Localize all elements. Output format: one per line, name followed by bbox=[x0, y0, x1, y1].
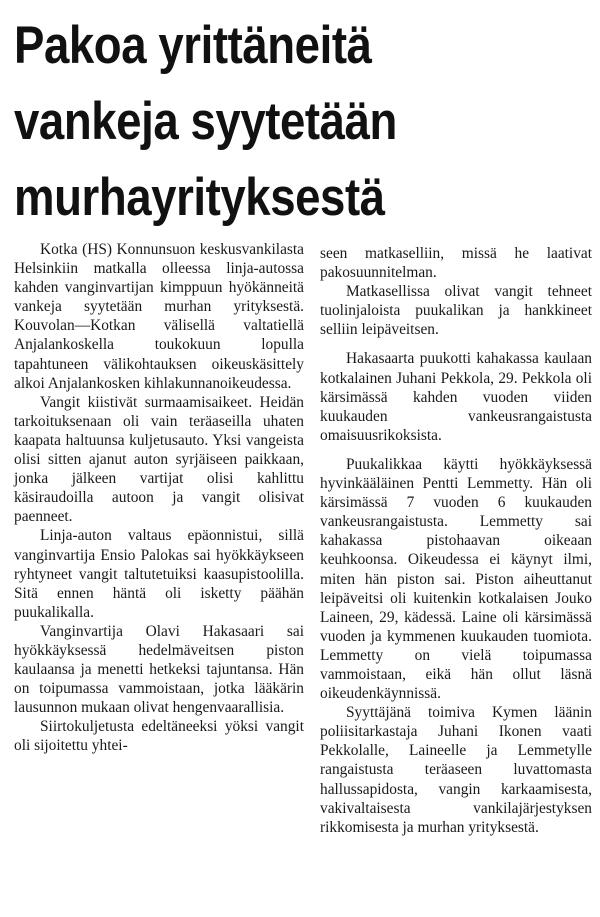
headline bbox=[14, 8, 509, 236]
paragraph-continued: seen matkaselliin, missä he laativat pakosuunnitelman. bbox=[320, 245, 592, 282]
article-column-left bbox=[14, 240, 304, 756]
paragraph: Matkasellissa olivat vangit tehneet tuolinjaloista puukalikan ja hankkineet selliin leipäveitsen. bbox=[320, 283, 592, 339]
headline-line-1: Pakoa yrittäneitä bbox=[14, 16, 372, 75]
paragraph: Syyttäjänä toimiva Kymen läänin poliisitarkastaja Juhani Ikonen vaati Pekkolalle, Laineelle ja Lemmetylle rangaistusta teräaseen luvattomasta hallussapidosta, vangin karkaamisesta, vakivaltaisesta vankilajärjestyksen rikkomisesta ja murhan yrityksestä. bbox=[320, 704, 592, 836]
paragraph: Linja-auton valtaus epäonnistui, sillä vanginvartija Ensio Palokas sai hyökkäykseen ryhtyneet vangit taltutetuiksi kaasupistoolilla. Sitä ennen häntä oli isketty päähän puukalikalla. bbox=[14, 527, 304, 621]
paragraph: Vanginvartija Olavi Hakasaari sai hyökkäyksessä hedelmäveitsen piston kaulaansa ja menetti hetkeksi tajuntansa. Hän on toipumassa vammoistaan, jotka lääkärin lausunnon mukaan olivat hengenvaarallisia. bbox=[14, 622, 304, 717]
paragraph: Vangit kiistivät surmaamisaikeet. Heidän tarkoituksenaan oli vain teräaseilla uhaten kaapata haltuunsa kuljetusauto. Yksi vangeista olisi sitten ajanut auton syrjäiseen paikkaan, jonka jälkeen vartijat olisi kahlittu käsiraudoilla autoon ja vangit olisivat paenneet. bbox=[14, 393, 304, 526]
paragraph-lead: Kotka (HS) Konnunsuon keskusvankilasta Helsinkiin matkalla olleessa linja-autossa kahden vanginvartijan kimppuun hyökänneitä vankeja syytetään murhan yrityksestä. Kouvolan—Kotkan välisellä valtatiellä Anjalankoskella toukokuun lopulla tapahtuneen välikohtauksen oikeuskäsittely alkoi Anjalankosken kihlakunnanoikeudessa. bbox=[14, 241, 304, 392]
paragraph: Puukalikkaa käytti hyökkäyksessä hyvinkääläinen Pentti Lemmetty. Hän oli kärsimässä 7 vuoden 6 kuukauden vankeusrangaistusta. Lemmetty sai kahakassa pistohaavan oikeaan keuhkoonsa. Oikeudessa ei käynyt ilmi, miten hän piston sai. Piston aiheuttanut leipäveitsi oli kuitenkin kotkalaisen Jouko Laineen, 29, kädessä. Laine oli kärsimässä vuoden ja kymmenen kuukauden tuomiota. Lemmetty on vielä toipumassa vammoistaan, eikä hän ollut läsnä oikeudenkäynnissä. bbox=[320, 455, 592, 703]
paragraph: Siirtokuljetusta edeltäneeksi yöksi vangit oli sijoitettu yhtei- bbox=[14, 718, 304, 755]
headline-line-3: murhayrityksestä bbox=[14, 168, 385, 227]
paragraph: Hakasaarta puukotti kahakassa kaulaan kotkalainen Juhani Pekkola, 29. Pekkola oli kärsimässä kahden vuoden viiden kuukauden vankeusrangaistusta omaisuusrikoksista. bbox=[320, 350, 592, 444]
headline-line-2: vankeja syytetään bbox=[14, 92, 397, 151]
article-column-right bbox=[320, 244, 592, 837]
